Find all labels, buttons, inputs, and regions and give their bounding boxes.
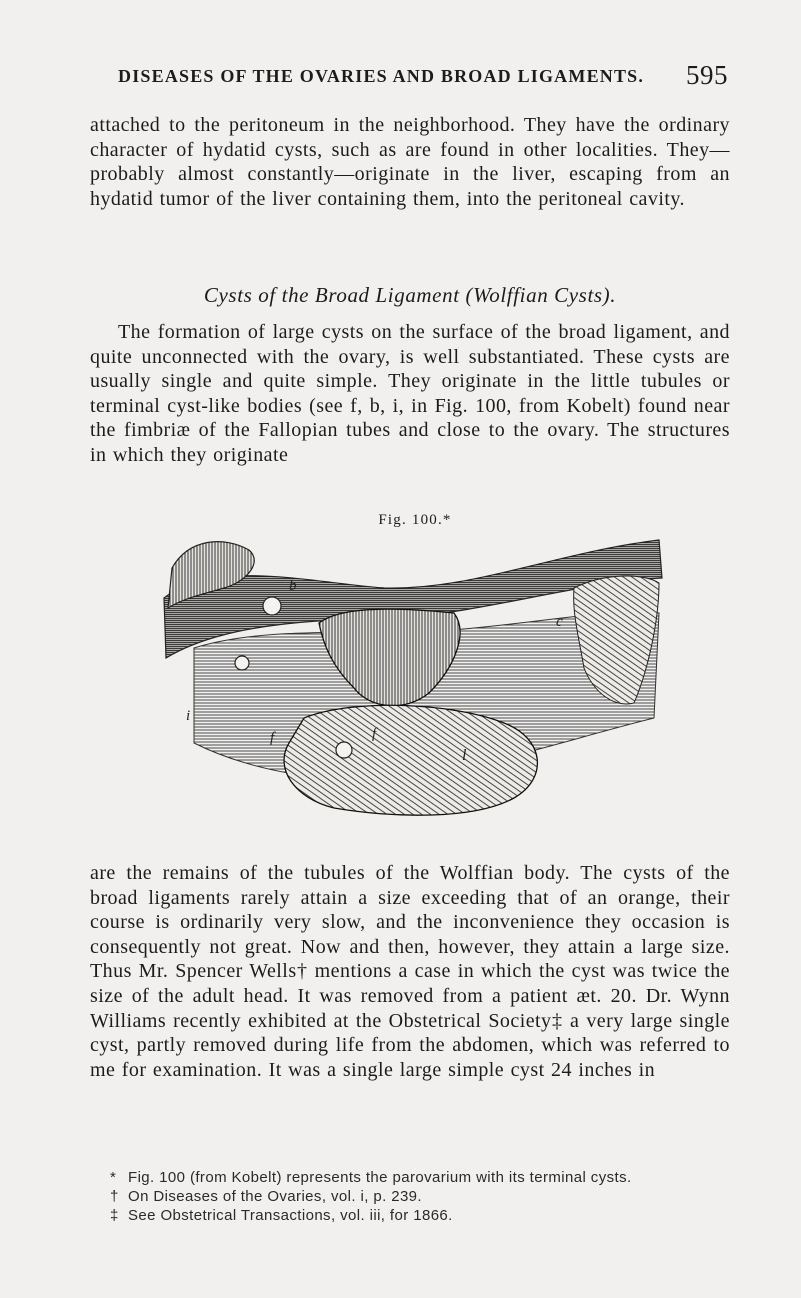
figure-label-f: f [270, 730, 275, 746]
paragraph-hydatid-cysts: attached to the peritoneum in the neighborhood. They have the ordinary character of hydatid cysts, such as are found in other localities. They—probably almost constantly—originate in the liver, escaping from an hydatid tumor of the liver containing them, into the peritoneal cavity. [90, 114, 730, 210]
figure-100-parovarium-engraving [154, 528, 666, 828]
page-number: 595 [686, 60, 728, 90]
figure-label-l: l [462, 747, 467, 764]
footnote-mark: † [110, 1188, 119, 1205]
ovary [284, 705, 537, 815]
footnotes [110, 1168, 730, 1225]
paragraph-wolffian-remains: are the remains of the tubules of the Wolffian body. The cysts of the broad ligaments rarely attain a size exceeding that of an orange, their course is ordinarily very slow, and the inconvenience they occasion is consequently not great. Now and then, however, they attain a large size. Thus Mr. Spencer Wells† mentions a case in which the cyst was twice the size of the adult head. It was removed from a patient æt. 20. Dr. Wynn Williams recently exhibited at the Obstetrical Society‡ a very large single cyst, partly removed during life from the abdomen, which was referred to me for examination. It was a single large simple cyst 24 inches in [90, 862, 730, 1081]
figure-label-c: c [556, 614, 563, 630]
footnote-mark: * [110, 1169, 117, 1186]
footnote [110, 1206, 730, 1225]
footnote-text: Fig. 100 (from Kobelt) represents the parovarium with its terminal cysts. [128, 1169, 632, 1186]
footnote-mark: ‡ [110, 1207, 119, 1224]
section-heading: Cysts of the Broad Ligament (Wolffian Cysts). [203, 283, 617, 307]
footnote-text: On Diseases of the Ovaries, vol. i, p. 239. [128, 1188, 422, 1205]
figure-label-f2: f [372, 726, 377, 742]
running-header [118, 60, 728, 96]
paragraph-broad-ligament-cysts: The formation of large cysts on the surface of the broad ligament, and quite unconnected with the ovary, is well substantiated. These cysts are usually single and quite simple. They originate in the little tubules or terminal cyst-like bodies (see f, b, i, in Fig. 100, from Kobelt) found near the fimbriæ of the Fallopian tubes and close to the ovary. The structures in which they originate [90, 321, 730, 466]
terminal-cyst [263, 597, 281, 615]
footnote [110, 1187, 730, 1206]
running-title: DISEASES OF THE OVARIES AND BROAD LIGAMENTS. [118, 66, 645, 86]
figure-label-i: i [186, 708, 191, 724]
terminal-cyst [336, 742, 352, 758]
figure-label-b: b [289, 578, 297, 594]
terminal-cyst [235, 656, 249, 670]
footnote [110, 1168, 730, 1187]
figure-caption: Fig. 100.* [378, 512, 452, 528]
footnote-text: See Obstetrical Transactions, vol. iii, for 1866. [128, 1207, 453, 1224]
engraving-illustration [154, 528, 666, 828]
